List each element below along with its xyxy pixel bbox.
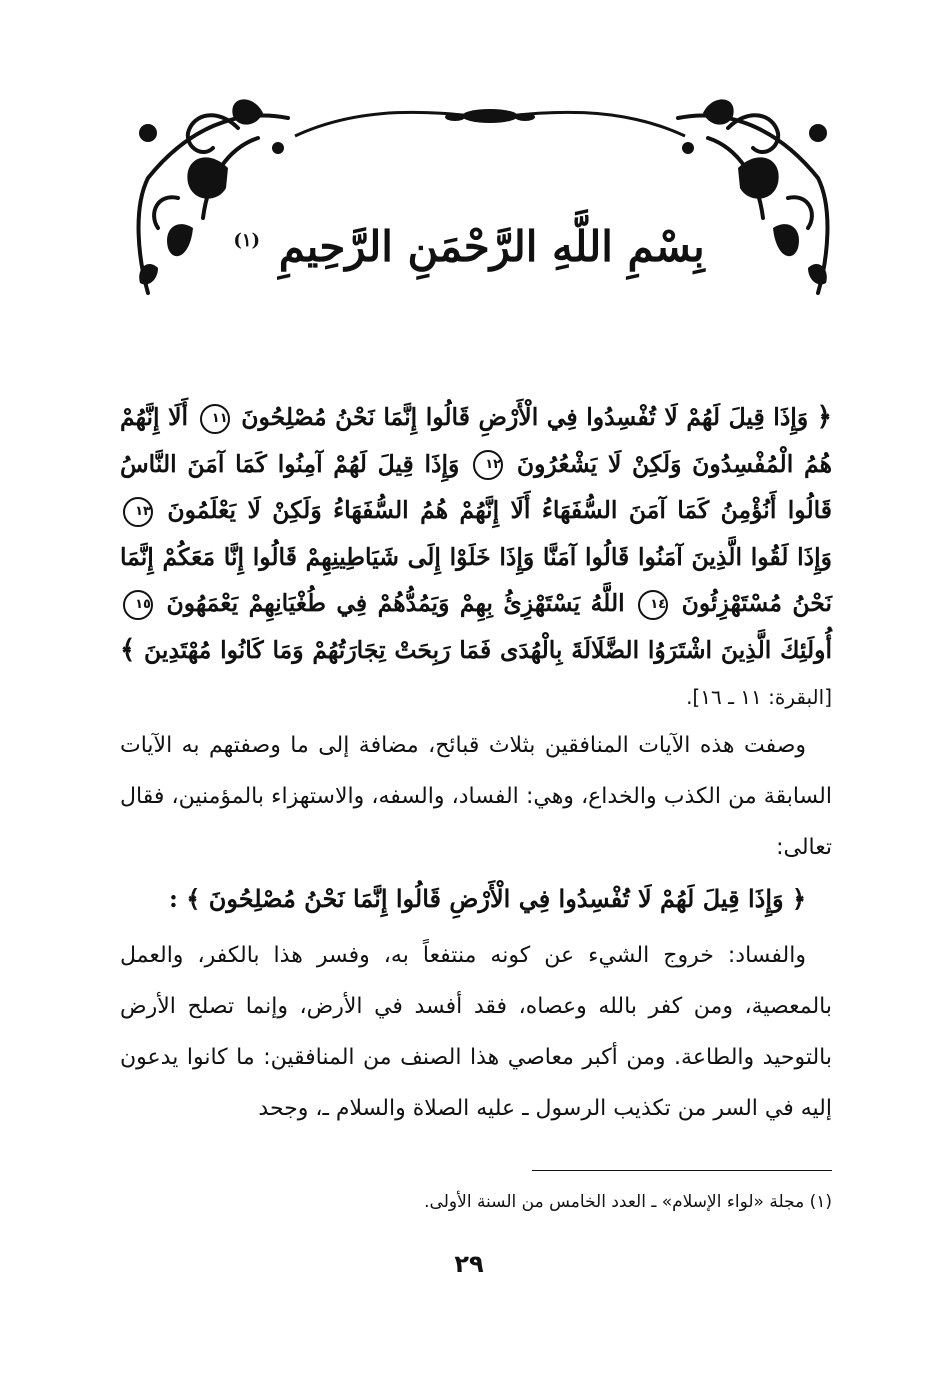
body-paragraph: والفساد: خروج الشيء عن كونه منتفعاً به، وفسر هذا بالكفر، والعمل بالمعصية، ومن كفر بالله وعصاه، فقد أفسد في الأرض، وإنما تصلح الأرض بالتوحيد والطاعة. ومن أكبر معاصي هذا الصنف من المنافقين: ما كانوا يدعون إليه في السر من تكذيب الرسول ـ عليه الصلاة والسلام ـ، وجحد <box>120 943 832 1121</box>
verse-text: أَلَا إِنَّهُمْ هُمُ الْمُفْسِدُونَ وَلَكِنْ لَا يَشْعُرُونَ <box>120 403 832 478</box>
header-swash-ornament-icon <box>290 96 690 146</box>
ornate-bracket-close: ﴾ <box>186 884 201 913</box>
basmala-heading <box>0 222 938 271</box>
footnote-marker: (١) <box>233 230 261 251</box>
footnote: (١) مجلة «لواء الإسلام» ـ العدد الخامس من السنة الأولى. <box>424 1192 832 1212</box>
verse-text: وَإِذَا قِيلَ لَهُمْ آمِنُوا كَمَا آمَنَ النَّاسُ قَالُوا أَنُؤْمِنُ كَمَا آمَنَ السُّفَهَاءُ أَلَا إِنَّهُمْ هُمُ السُّفَهَاءُ وَلَكِنْ لَا يَعْلَمُونَ <box>120 449 832 524</box>
ayah-number-marker: ١١ <box>200 404 230 434</box>
page-number: ٢٩ <box>454 1250 484 1278</box>
basmala-text: بِسْمِ اللَّهِ الرَّحْمَنِ الرَّحِيمِ <box>278 222 705 271</box>
ornate-bracket-open: ﴿ <box>791 884 806 913</box>
body-paragraph: وصفت هذه الآيات المنافقين بثلاث قبائح، مضافة إلى ما وصفتهم به الآيات السابقة من الكذب والخداع، وهي: الفساد، والسفه، والاستهزاء بالمؤمنين، فقال تعالى: <box>120 733 832 860</box>
surah-reference: [البقرة: ١١ ـ ١٦]. <box>686 685 832 709</box>
verse-text: اللَّهُ يَسْتَهْزِئُ بِهِمْ وَيَمُدُّهُمْ فِي طُغْيَانِهِمْ يَعْمَهُونَ <box>166 589 625 617</box>
ayah-number-marker: ١٢ <box>473 450 503 480</box>
ornate-bracket-open: ﴿ <box>816 402 833 432</box>
ornate-bracket-close: ﴾ <box>120 634 136 665</box>
footnote-divider <box>532 1170 832 1171</box>
verse-text: أُولَئِكَ الَّذِينَ اشْتَرَوُا الضَّلَالَةَ بِالْهُدَى فَمَا رَبِحَتْ تِجَارَتُهُمْ وَمَا كَانُوا مُهْتَدِينَ <box>144 635 832 664</box>
ayah-number-marker: ١٥ <box>123 590 153 620</box>
verse-text: وَإِذَا لَقُوا الَّذِينَ آمَنُوا قَالُوا آمَنَّا وَإِذَا خَلَوْا إِلَى شَيَاطِينِهِمْ قَالُوا إِنَّا مَعَكُمْ إِنَّمَا نَحْنُ مُسْتَهْزِئُونَ <box>120 542 832 617</box>
quoted-verse <box>120 874 832 924</box>
ayah-number-marker: ١٤ <box>638 590 668 620</box>
quran-verse-passage <box>120 394 832 721</box>
verse-text: وَإِذَا قِيلَ لَهُمْ لَا تُفْسِدُوا فِي الْأَرْضِ قَالُوا إِنَّمَا نَحْنُ مُصْلِحُونَ <box>208 884 784 913</box>
colon: : <box>169 884 178 913</box>
ayah-number-marker: ١٣ <box>123 497 153 527</box>
verse-text: وَإِذَا قِيلَ لَهُمْ لَا تُفْسِدُوا فِي الْأَرْضِ قَالُوا إِنَّمَا نَحْنُ مُصْلِحُونَ <box>241 403 809 431</box>
